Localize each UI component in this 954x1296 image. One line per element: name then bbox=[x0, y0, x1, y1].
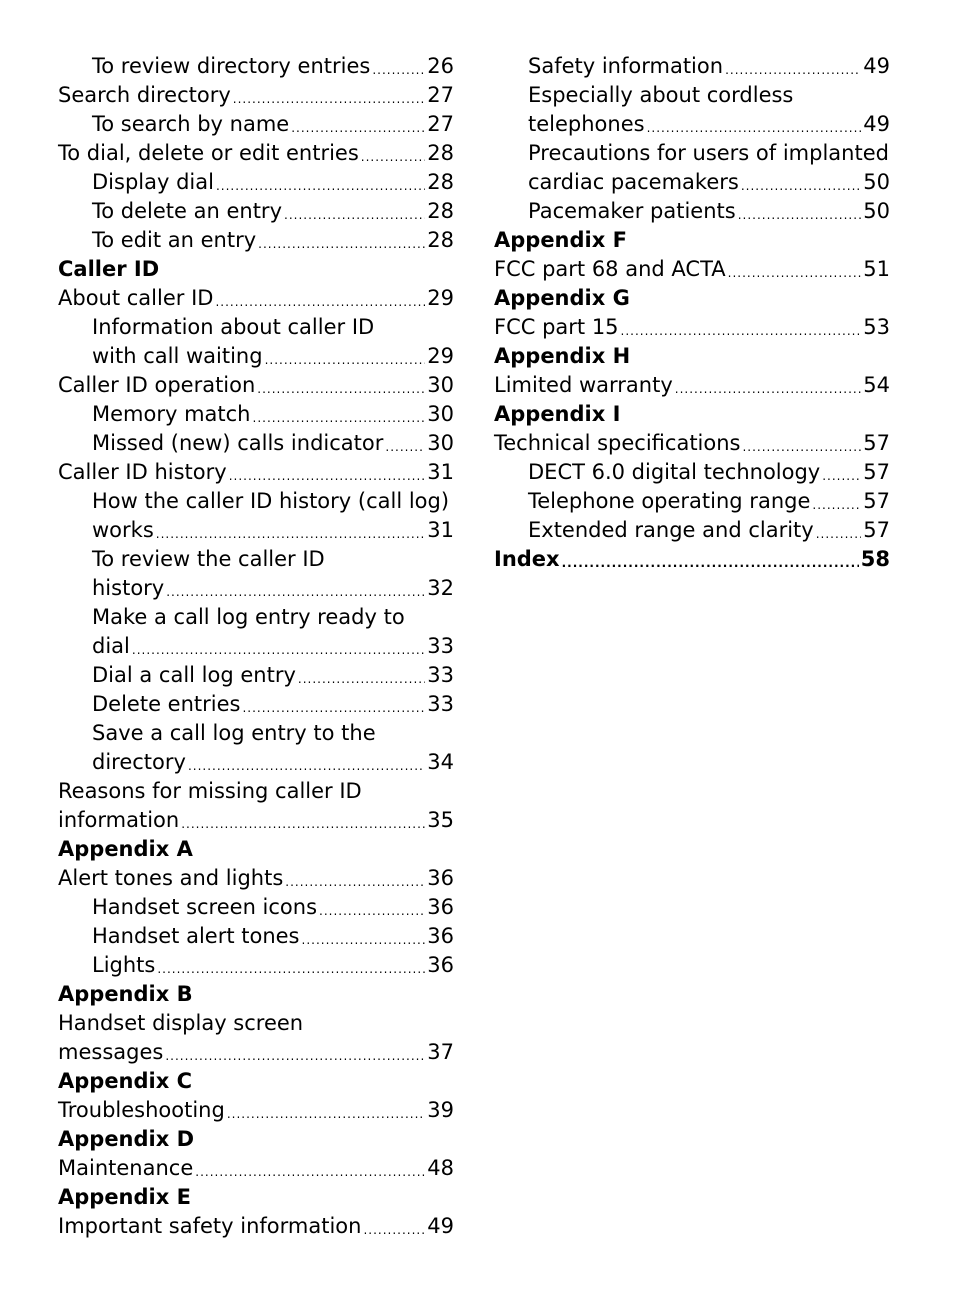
toc-entry-label: Limited warranty bbox=[494, 373, 673, 397]
toc-entry[interactable] bbox=[58, 922, 454, 951]
toc-entry[interactable] bbox=[494, 458, 890, 487]
dot-leader bbox=[816, 523, 862, 545]
dot-leader bbox=[242, 697, 425, 719]
toc-page-number: 31 bbox=[427, 460, 454, 484]
toc-page-number: 35 bbox=[427, 808, 454, 832]
toc-entry-label: messages bbox=[58, 1040, 164, 1064]
toc-entry-label: Missed (new) calls indicator bbox=[92, 431, 384, 455]
toc-page-number: 34 bbox=[427, 750, 454, 774]
toc-entry-label: Safety information bbox=[528, 54, 724, 78]
toc-entry-label: Appendix G bbox=[494, 286, 630, 310]
toc-entry[interactable] bbox=[494, 429, 890, 458]
toc-page-number: 50 bbox=[863, 199, 890, 223]
toc-entry-label: To edit an entry bbox=[92, 228, 257, 252]
toc-entry-label: Save a call log entry to the bbox=[92, 721, 376, 745]
toc-page-number: 57 bbox=[863, 518, 890, 542]
toc-entry[interactable] bbox=[58, 1212, 454, 1241]
toc-entry-label: history bbox=[92, 576, 165, 600]
toc-entry[interactable] bbox=[494, 487, 890, 516]
toc-page-number: 57 bbox=[863, 489, 890, 513]
dot-leader bbox=[132, 639, 425, 661]
toc-entry-label: Especially about cordless bbox=[528, 83, 794, 107]
toc-section-heading bbox=[58, 1183, 454, 1212]
dot-leader bbox=[647, 117, 862, 139]
dot-leader bbox=[156, 523, 426, 545]
toc-page-number: 29 bbox=[427, 344, 454, 368]
toc-entry-label: Delete entries bbox=[92, 692, 241, 716]
toc-page-number: 36 bbox=[427, 866, 454, 890]
toc-entry bbox=[494, 139, 890, 168]
toc-entry[interactable] bbox=[58, 1096, 454, 1125]
toc-entry-label: Appendix H bbox=[494, 344, 631, 368]
toc-entry-label: Appendix F bbox=[494, 228, 627, 252]
toc-page-number: 28 bbox=[427, 170, 454, 194]
toc-entry bbox=[58, 545, 454, 574]
dot-leader bbox=[291, 117, 425, 139]
toc-entry-label: Caller ID operation bbox=[58, 373, 256, 397]
toc-entry-label: Handset alert tones bbox=[92, 924, 300, 948]
toc-entry-label: Appendix E bbox=[58, 1185, 191, 1209]
toc-entry[interactable] bbox=[494, 197, 890, 226]
dot-leader bbox=[302, 929, 426, 951]
toc-page-number: 36 bbox=[427, 895, 454, 919]
toc-page-number: 28 bbox=[427, 228, 454, 252]
dot-leader bbox=[195, 1161, 425, 1183]
toc-entry[interactable] bbox=[58, 52, 454, 81]
dot-leader bbox=[284, 204, 425, 226]
dot-leader bbox=[265, 349, 426, 371]
toc-section-heading bbox=[58, 1067, 454, 1096]
toc-page-number: 28 bbox=[427, 199, 454, 223]
toc-entry-label: To review directory entries bbox=[92, 54, 371, 78]
toc-page-number: 39 bbox=[427, 1098, 454, 1122]
dot-leader bbox=[229, 465, 426, 487]
toc-entry bbox=[494, 81, 890, 110]
toc-section-heading bbox=[58, 1125, 454, 1154]
dot-leader bbox=[165, 1045, 425, 1067]
dot-leader bbox=[738, 204, 862, 226]
toc-page-number: 36 bbox=[427, 953, 454, 977]
toc-page-number: 31 bbox=[427, 518, 454, 542]
toc-entry-label: cardiac pacemakers bbox=[528, 170, 739, 194]
toc-entry-label: directory bbox=[92, 750, 186, 774]
toc-entry-label: Information about caller ID bbox=[92, 315, 375, 339]
toc-entry-label: To review the caller ID bbox=[92, 547, 325, 571]
toc-entry-label: Caller ID bbox=[58, 257, 160, 281]
toc-entry-label: with call waiting bbox=[92, 344, 263, 368]
dot-leader bbox=[621, 320, 862, 342]
toc-page-number: 29 bbox=[427, 286, 454, 310]
toc-entry[interactable] bbox=[58, 400, 454, 429]
toc-page-number: 33 bbox=[427, 634, 454, 658]
toc-entry bbox=[58, 603, 454, 632]
toc-entry-label: Handset screen icons bbox=[92, 895, 318, 919]
toc-entry[interactable] bbox=[58, 951, 454, 980]
toc-entry-label: Appendix A bbox=[58, 837, 193, 861]
toc-entry-label: telephones bbox=[528, 112, 645, 136]
toc-entry-label: Handset display screen bbox=[58, 1011, 304, 1035]
toc-entry-label: Appendix I bbox=[494, 402, 621, 426]
toc-entry[interactable] bbox=[58, 1038, 454, 1067]
toc-page-number: 53 bbox=[863, 315, 890, 339]
toc-left-column bbox=[58, 52, 454, 1241]
toc-entry bbox=[58, 777, 454, 806]
toc-entry-label: Troubleshooting bbox=[58, 1098, 225, 1122]
dot-leader bbox=[822, 465, 861, 487]
toc-entry-label: To dial, delete or edit entries bbox=[58, 141, 359, 165]
dot-leader bbox=[258, 233, 425, 255]
toc-entry[interactable] bbox=[58, 864, 454, 893]
toc-entry[interactable] bbox=[58, 748, 454, 777]
toc-page-number: 27 bbox=[427, 83, 454, 107]
toc-section-heading bbox=[58, 835, 454, 864]
toc-page-number: 30 bbox=[427, 402, 454, 426]
toc-entry-label: Alert tones and lights bbox=[58, 866, 284, 890]
toc-entry-label: Appendix B bbox=[58, 982, 193, 1006]
toc-page-number: 49 bbox=[427, 1214, 454, 1238]
toc-entry[interactable] bbox=[494, 110, 890, 139]
toc-right-column bbox=[494, 52, 890, 574]
toc-entry-label: Caller ID history bbox=[58, 460, 227, 484]
dot-leader bbox=[257, 378, 425, 400]
toc-entry[interactable] bbox=[494, 371, 890, 400]
dot-leader bbox=[285, 871, 425, 893]
toc-entry[interactable] bbox=[58, 574, 454, 603]
dot-leader bbox=[361, 146, 425, 168]
toc-entry[interactable] bbox=[58, 139, 454, 168]
toc-page-number: 57 bbox=[863, 460, 890, 484]
toc-entry-label: Reasons for missing caller ID bbox=[58, 779, 362, 803]
toc-entry-label: information bbox=[58, 808, 180, 832]
toc-entry[interactable] bbox=[494, 313, 890, 342]
toc-entry[interactable] bbox=[494, 255, 890, 284]
toc-entry[interactable] bbox=[494, 52, 890, 81]
toc-entry bbox=[58, 487, 454, 516]
toc-section-heading[interactable] bbox=[494, 545, 890, 574]
toc-entry-label: Index bbox=[494, 547, 560, 571]
dot-leader bbox=[372, 59, 425, 81]
toc-entry[interactable] bbox=[58, 516, 454, 545]
dot-leader bbox=[728, 262, 862, 284]
toc-entry[interactable] bbox=[58, 458, 454, 487]
toc-entry[interactable] bbox=[58, 661, 454, 690]
toc-entry-label: Search directory bbox=[58, 83, 231, 107]
toc-entry-label: FCC part 68 and ACTA bbox=[494, 257, 726, 281]
toc-entry-label: FCC part 15 bbox=[494, 315, 619, 339]
toc-entry-label: To delete an entry bbox=[92, 199, 282, 223]
toc-entry-label: How the caller ID history (call log) bbox=[92, 489, 450, 513]
toc-entry bbox=[58, 719, 454, 748]
dot-leader bbox=[215, 291, 425, 313]
dot-leader bbox=[233, 88, 425, 110]
toc-section-heading bbox=[58, 255, 454, 284]
toc-page-number: 27 bbox=[427, 112, 454, 136]
dot-leader bbox=[725, 59, 861, 81]
toc-entry-label: Memory match bbox=[92, 402, 251, 426]
toc-section-heading bbox=[494, 284, 890, 313]
toc-page-number: 32 bbox=[427, 576, 454, 600]
dot-leader bbox=[742, 436, 861, 458]
toc-page-number: 36 bbox=[427, 924, 454, 948]
toc-entry-label: Dial a call log entry bbox=[92, 663, 296, 687]
dot-leader bbox=[319, 900, 425, 922]
toc-entry[interactable] bbox=[58, 168, 454, 197]
toc-page-number: 48 bbox=[427, 1156, 454, 1180]
toc-section-heading bbox=[58, 980, 454, 1009]
toc-page-number: 58 bbox=[860, 547, 890, 571]
toc-entry-label: dial bbox=[92, 634, 130, 658]
toc-entry[interactable] bbox=[58, 342, 454, 371]
toc-entry[interactable] bbox=[58, 371, 454, 400]
toc-entry-label: Precautions for users of implanted bbox=[528, 141, 889, 165]
toc-entry[interactable] bbox=[58, 197, 454, 226]
toc-section-heading bbox=[494, 400, 890, 429]
toc-section-heading bbox=[494, 226, 890, 255]
dot-leader bbox=[181, 813, 425, 835]
toc-entry-label: To search by name bbox=[92, 112, 290, 136]
toc-page-number: 30 bbox=[427, 373, 454, 397]
dot-leader bbox=[298, 668, 425, 690]
toc-page-number: 51 bbox=[863, 257, 890, 281]
toc-entry[interactable] bbox=[58, 1154, 454, 1183]
toc-entry-label: Extended range and clarity bbox=[528, 518, 814, 542]
toc-entry[interactable] bbox=[58, 806, 454, 835]
toc-page-number: 30 bbox=[427, 431, 454, 455]
toc-entry-label: Maintenance bbox=[58, 1156, 194, 1180]
toc-entry[interactable] bbox=[58, 429, 454, 458]
toc-page-number: 49 bbox=[863, 54, 890, 78]
toc-section-heading bbox=[494, 342, 890, 371]
toc-entry[interactable] bbox=[494, 516, 890, 545]
toc-entry-label: About caller ID bbox=[58, 286, 214, 310]
toc-page-number: 57 bbox=[863, 431, 890, 455]
toc-entry-label: DECT 6.0 digital technology bbox=[528, 460, 821, 484]
toc-entry[interactable] bbox=[58, 284, 454, 313]
dot-leader bbox=[157, 958, 425, 980]
dot-leader bbox=[166, 581, 425, 603]
toc-page-number: 54 bbox=[863, 373, 890, 397]
dot-leader bbox=[675, 378, 861, 400]
toc-entry-label: Appendix D bbox=[58, 1127, 195, 1151]
toc-entry bbox=[58, 313, 454, 342]
dot-leader bbox=[385, 436, 425, 458]
dot-leader bbox=[216, 175, 425, 197]
toc-page-number: 50 bbox=[863, 170, 890, 194]
toc-page-number: 26 bbox=[427, 54, 454, 78]
toc-entry[interactable] bbox=[58, 893, 454, 922]
toc-entry-label: Technical specifications bbox=[494, 431, 741, 455]
toc-page-number: 37 bbox=[427, 1040, 454, 1064]
toc-entry-label: Important safety information bbox=[58, 1214, 362, 1238]
toc-page-number: 33 bbox=[427, 692, 454, 716]
toc-entry[interactable] bbox=[58, 110, 454, 139]
toc-entry-label: Lights bbox=[92, 953, 156, 977]
toc-page-number: 49 bbox=[863, 112, 890, 136]
dot-leader bbox=[812, 494, 861, 516]
dot-leader bbox=[562, 552, 859, 574]
toc-entry-label: Appendix C bbox=[58, 1069, 193, 1093]
toc-entry[interactable] bbox=[58, 81, 454, 110]
dot-leader bbox=[741, 175, 861, 197]
dot-leader bbox=[188, 755, 425, 777]
toc-entry-label: works bbox=[92, 518, 154, 542]
dot-leader bbox=[363, 1219, 425, 1241]
toc-entry-label: Telephone operating range bbox=[528, 489, 811, 513]
toc-entry[interactable] bbox=[58, 632, 454, 661]
toc-entry[interactable] bbox=[494, 168, 890, 197]
toc-entry[interactable] bbox=[58, 690, 454, 719]
toc-entry bbox=[58, 1009, 454, 1038]
toc-page-number: 33 bbox=[427, 663, 454, 687]
toc-entry-label: Display dial bbox=[92, 170, 214, 194]
toc-page-number: 28 bbox=[427, 141, 454, 165]
toc-entry[interactable] bbox=[58, 226, 454, 255]
toc-entry-label: Pacemaker patients bbox=[528, 199, 736, 223]
dot-leader bbox=[227, 1103, 425, 1125]
toc-entry-label: Make a call log entry ready to bbox=[92, 605, 405, 629]
dot-leader bbox=[253, 407, 426, 429]
